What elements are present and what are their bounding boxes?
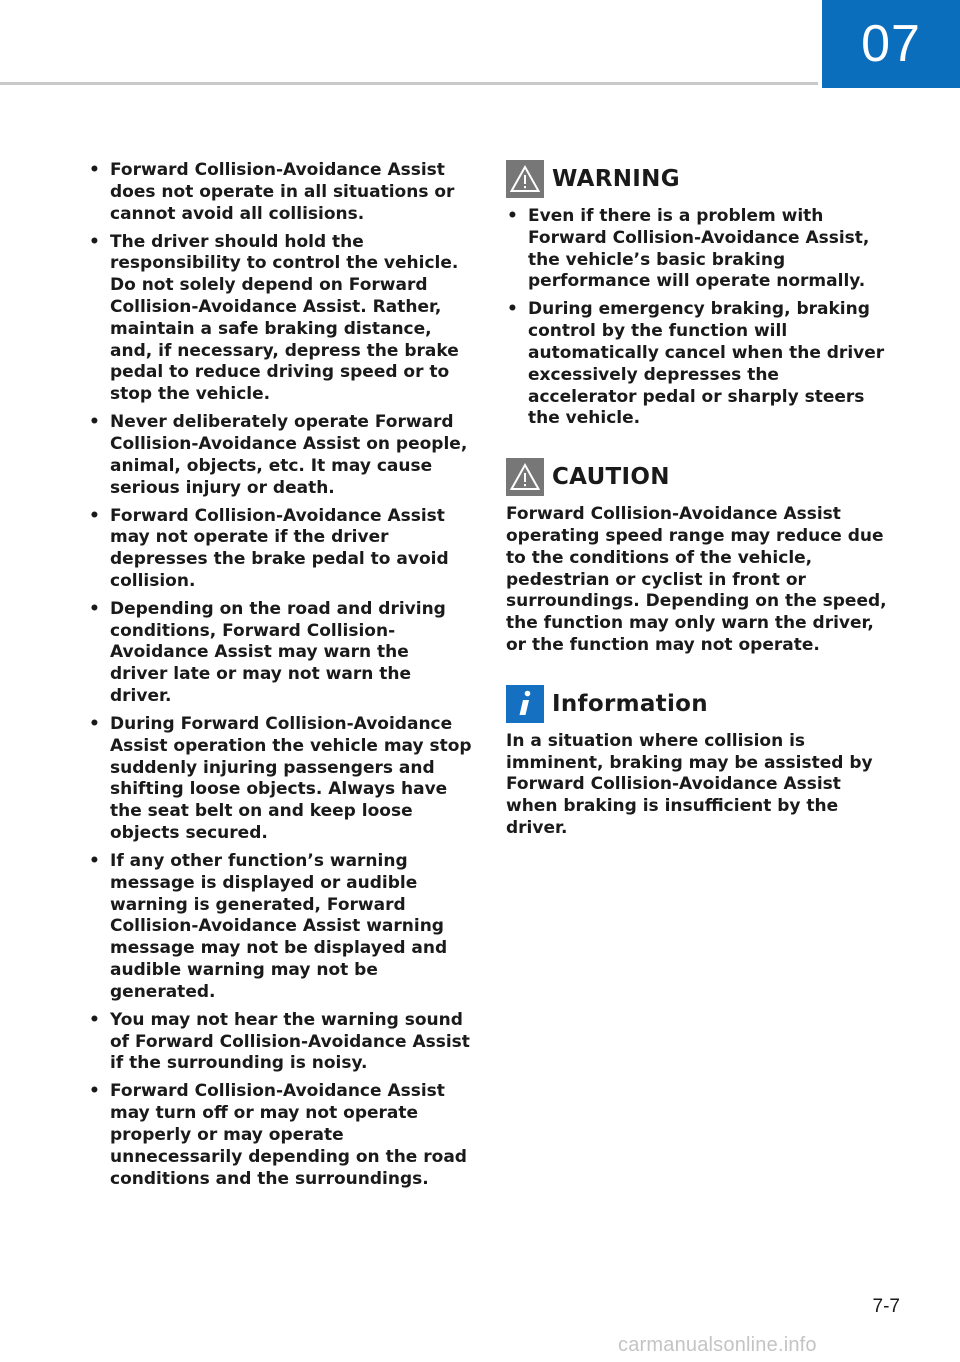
left-column (88, 160, 472, 1197)
warning-label: WARNING (552, 166, 680, 192)
header-rule (0, 82, 818, 85)
caution-label: CAUTION (552, 464, 670, 491)
right-column (506, 158, 890, 866)
list-item: • Never deliberately operate Forward Collision-Avoidance Assist on people, animal, objects, etc. It may cause serious injury or death. (88, 412, 472, 499)
warning-section (506, 158, 890, 430)
caution-section (506, 456, 890, 657)
caution-header (506, 456, 890, 498)
information-label: Information (552, 690, 708, 717)
list-item: • Even if there is a problem with Forward Collision-Avoidance Assist, the vehicle’s basic braking performance will operate normally. (506, 206, 890, 293)
list-item: • You may not hear the warning sound of Forward Collision-Avoidance Assist if the surrounding is noisy. (88, 1010, 472, 1075)
information-header (506, 683, 890, 725)
information-text: In a situation where collision is imminent, braking may be assisted by Forward Collision-Avoidance Assist when braking is insufficient by the driver. (506, 730, 873, 838)
list-item: • During Forward Collision-Avoidance Assist operation the vehicle may stop suddenly injuring passengers and shifting loose objects. Always have the seat belt on and keep loose objects secured. (88, 714, 472, 845)
list-item: • If any other function’s warning message is displayed or audible warning is generated, Forward Collision-Avoidance Assist warning message may not be displayed and audible warning may not be generated. (88, 851, 472, 1004)
chapter-number: 07 (861, 15, 921, 73)
list-item: • Forward Collision-Avoidance Assist may turn off or may not operate properly or may operate unnecessarily depending on the road conditions and the surroundings. (88, 1081, 472, 1190)
list-item: • During emergency braking, braking control by the function will automatically cancel when the driver excessively depresses the accelerator pedal or sharply steers the vehicle. (506, 299, 890, 430)
warning-triangle-icon (506, 458, 544, 496)
watermark: carmanualsonline.info (618, 1334, 817, 1356)
caution-text: Forward Collision-Avoidance Assist operating speed range may reduce due to the conditions of the vehicle, pedestrian or cyclist in front or surroundings. Depending on the speed, the function may only warn the driver, or the function may not operate. (506, 504, 887, 655)
warning-list (506, 206, 890, 430)
page-number: 7-7 (872, 1296, 900, 1317)
info-icon (506, 685, 544, 723)
warning-header (506, 158, 890, 200)
list-item: • The driver should hold the responsibility to control the vehicle. Do not solely depend on Forward Collision-Avoidance Assist. Rather, maintain a safe braking distance, and, if necessary, depress the brake pedal to reduce driving speed or to stop the vehicle. (88, 232, 472, 406)
list-item: • Forward Collision-Avoidance Assist may not operate if the driver depresses the brake pedal to avoid collision. (88, 506, 472, 593)
chapter-tab (822, 0, 960, 88)
information-section (506, 683, 890, 840)
list-item: • Depending on the road and driving conditions, Forward Collision-Avoidance Assist may warn the driver late or may not warn the driver. (88, 599, 472, 708)
left-bullet-list (88, 160, 472, 1190)
list-item: • Forward Collision-Avoidance Assist does not operate in all situations or cannot avoid all collisions. (88, 160, 472, 225)
warning-triangle-icon (506, 160, 544, 198)
